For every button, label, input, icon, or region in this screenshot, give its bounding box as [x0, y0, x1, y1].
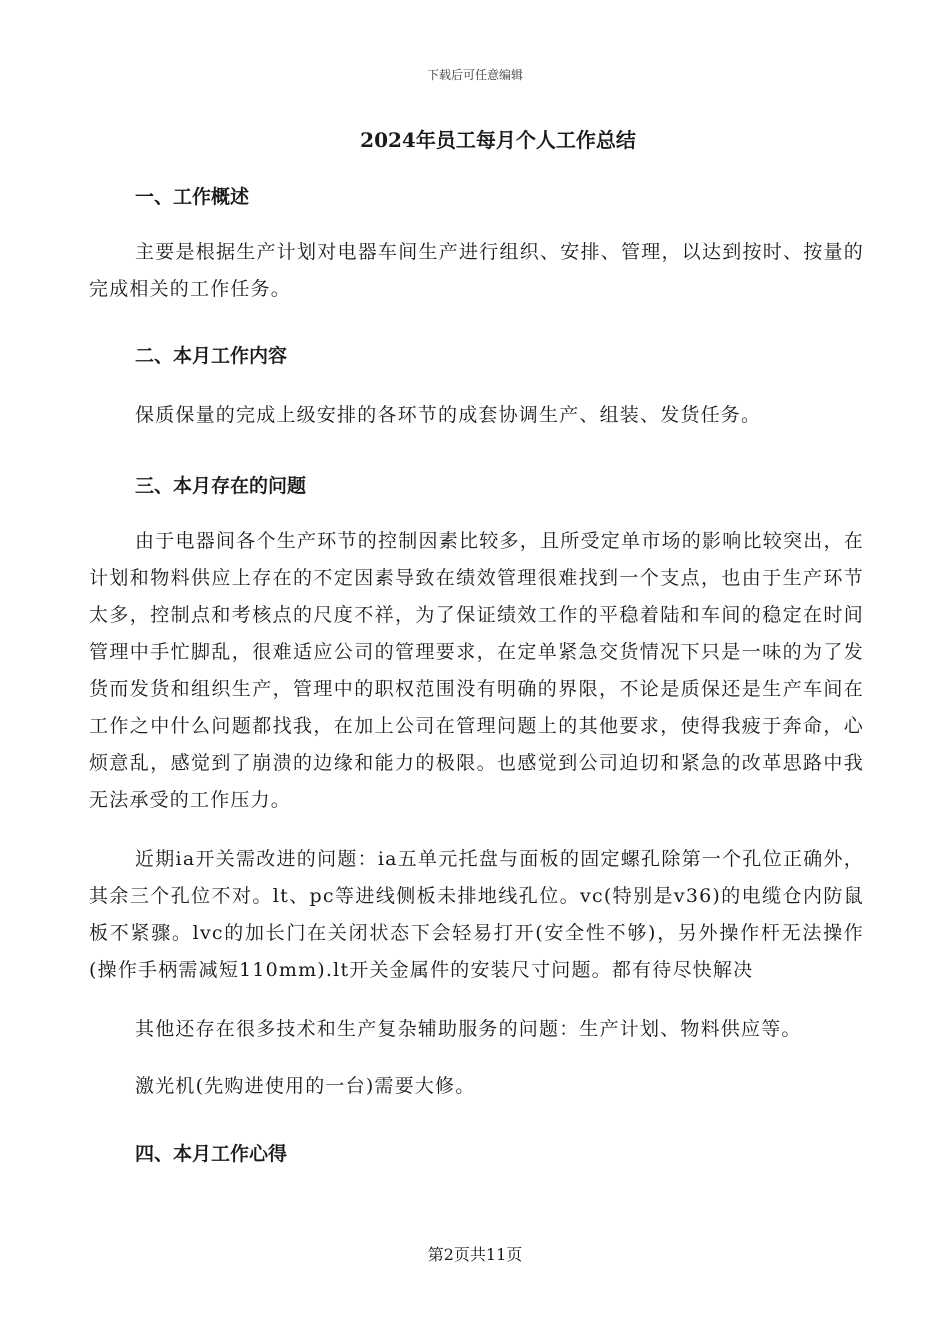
section-heading-insights: 四、本月工作心得: [135, 1143, 288, 1165]
section-heading-problems: 三、本月存在的问题: [135, 475, 307, 497]
paragraph-laser-machine: 激光机(先购进使用的一台)需要大修。: [135, 1075, 476, 1097]
paragraph-ia-switch-issues: 近期ia开关需改进的问题：ia五单元托盘与面板的固定螺孔除第一个孔位正确外，其余三个孔位不对。lt、pc等进线侧板未排地线孔位。vc(特别是v36)的电缆仓内防鼠板不紧骤。lvc的加长门在关闭状态下会轻易打开(安全性不够)，另外操作杆无法操作(操作手柄需减短110mm).lt开关金属件的安装尺寸问题。都有待尽快解决: [89, 848, 864, 981]
page-number-footer: 第2页共11页: [427, 1245, 523, 1264]
section-heading-overview: 一、工作概述: [135, 186, 250, 208]
paragraph-work-content: 保质保量的完成上级安排的各环节的成套协调生产、组装、发货任务。: [135, 404, 762, 426]
header-note: 下载后可任意编辑: [426, 68, 523, 82]
paragraph-other-issues: 其他还存在很多技术和生产复杂辅助服务的问题：生产计划、物料供应等。: [135, 1018, 802, 1040]
section-heading-work-content: 二、本月工作内容: [135, 345, 288, 367]
paragraph-problems-main: 由于电器间各个生产环节的控制因素比较多，且所受定单市场的影响比较突出，在计划和物料供应上存在的不定因素导致在绩效管理很难找到一个支点，也由于生产环节太多，控制点和考核点的尺度不祥，为了保证绩效工作的平稳着陆和车间的稳定在时间管理中手忙脚乱，很难适应公司的管理要求，在定单紧急交货情况下只是一味的为了发货而发货和组织生产，管理中的职权范围没有明确的界限，不论是质保还是生产车间在工作之中什么问题都找我，在加上公司在管理问题上的其他要求，使得我疲于奔命，心烦意乱，感觉到了崩溃的边缘和能力的极限。也感觉到公司迫切和紧急的改革思路中我无法承受的工作压力。: [89, 530, 864, 811]
document-title: 2024年员工每月个人工作总结: [360, 128, 636, 152]
paragraph-overview: 主要是根据生产计划对电器车间生产进行组织、安排、管理，以达到按时、按量的完成相关的工作任务。: [89, 241, 864, 300]
document-body: [89, 170, 864, 1169]
